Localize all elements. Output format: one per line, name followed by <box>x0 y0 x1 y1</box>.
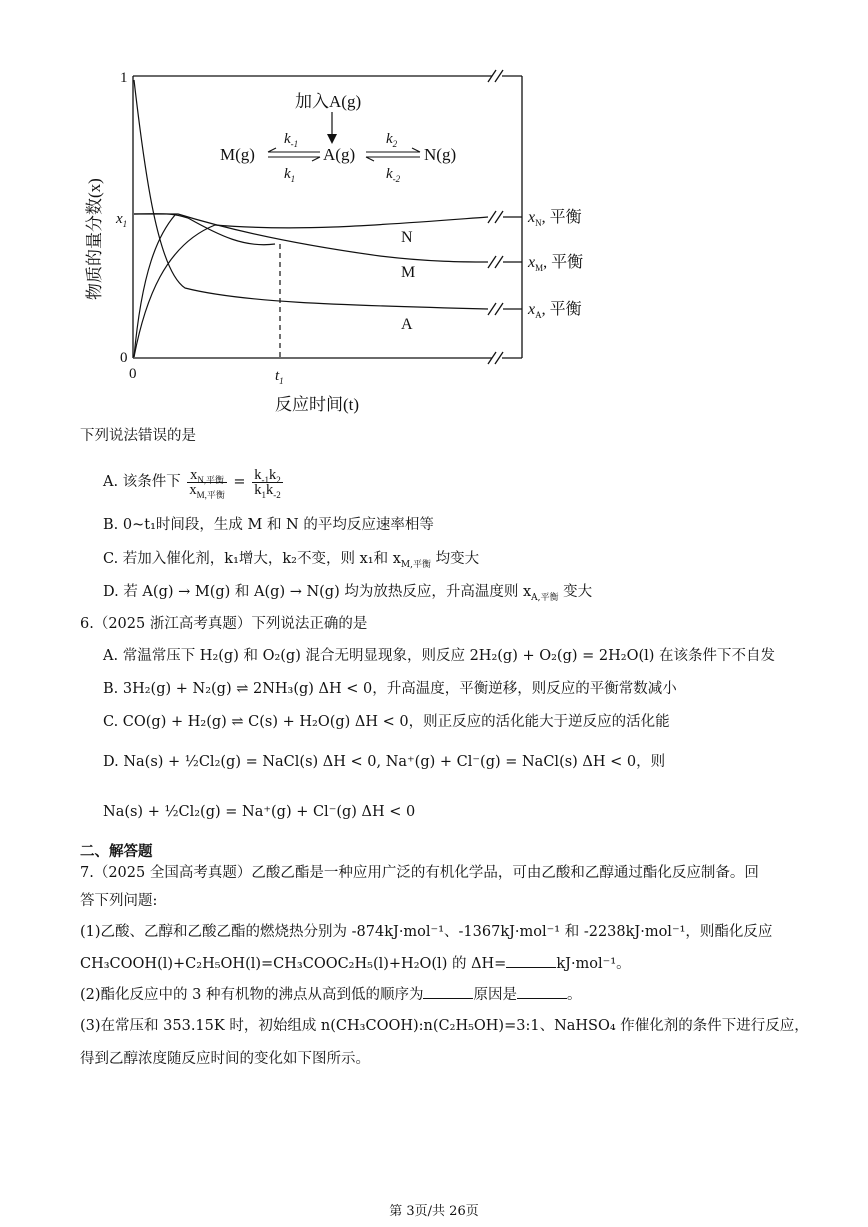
equilibrium-arrows-MA <box>268 148 320 161</box>
curve-M-rise <box>134 215 175 357</box>
k2: $k_2$ <box>386 131 398 149</box>
q7-part2: (2)酯化反应中的 3 种有机物的沸点从高到低的顺序为 原因是 。 <box>80 984 581 1005</box>
scheme-M: M(g) <box>220 145 255 164</box>
x-tick-t1: $t_1$ <box>275 368 284 386</box>
q7-part1-b: CH₃COOH(l)+C₂H₅OH(l)=CH₃COOC₂H₅(l)+H₂O(l) 的 ΔH= kJ·mol⁻¹。 <box>80 953 631 974</box>
q5-option-A: A. 该条件下 $\frac{x_{N,平衡}}{x_{M,平衡}}$ = $\frac{k_{-1}k_2}{k_1k_{-2}}$ <box>103 466 281 500</box>
q7-stem-1: 7.（2025 全国高考真题）乙酸乙酯是一种应用广泛的有机化学品，可由乙酸和乙醇通过酯化反应制备。回 <box>80 865 759 881</box>
x-tick-zero: 0 <box>129 366 137 382</box>
page-footer: 第 3页/共 26页 <box>389 1204 479 1219</box>
y-tick-x1: $x_1$ <box>116 211 128 229</box>
plot-frame <box>133 70 522 364</box>
answer-blank-1[interactable] <box>506 953 556 968</box>
q6-stem: 6.（2025 浙江高考真题）下列说法正确的是 <box>80 616 368 632</box>
q5-option-A-frac-right: $\frac{k_{-1}k_2}{k_1k_{-2}}$ <box>254 466 281 500</box>
curve-A <box>134 80 488 309</box>
add-arrow-head <box>327 134 337 144</box>
q5-option-D: D. 若 A(g) → M(g) 和 A(g) → N(g) 均为放热反应，升高温度则 $x_{A,平衡}$ 变大 <box>103 584 593 603</box>
q7-part1-a: (1)乙酸、乙醇和乙酸乙酯的燃烧热分别为 -874kJ·mol⁻¹、-1367kJ·mol⁻¹ 和 -2238kJ·mol⁻¹，则酯化反应 <box>80 924 773 940</box>
right-label-N: $x_N$, 平衡 <box>528 209 582 228</box>
k1: $k_1$ <box>284 166 296 184</box>
q5-option-B: B. 0~t₁时间段，生成 M 和 N 的平均反应速率相等 <box>103 517 434 533</box>
right-label-A: $x_A$, 平衡 <box>528 301 582 320</box>
scheme-N: N(g) <box>424 145 457 164</box>
q5-option-A-prefix: A. 该条件下 <box>103 474 181 490</box>
q6-option-A: A. 常温常压下 H₂(g) 和 O₂(g) 混合无明显现象，则反应 2H₂(g) + O₂(g) = 2H₂O(l) 在该条件下不自发 <box>103 648 776 664</box>
q7-stem-2: 答下列问题: <box>80 893 158 909</box>
q5-option-C: C. 若加入催化剂，k₁增大，k₂不变，则 x₁和 $x_{M,平衡}$ 均变大 <box>103 551 480 570</box>
section-title: 二、解答题 <box>80 843 153 860</box>
right-label-M: $x_M$, 平衡 <box>528 254 584 273</box>
y-tick-zero: 0 <box>120 350 128 366</box>
x-axis-label: 反应时间(t) <box>275 395 360 414</box>
equilibrium-arrows-AN <box>366 148 420 161</box>
add-A-label: 加入A(g) <box>295 92 362 111</box>
q6-option-B: B. 3H₂(g) + N₂(g) ⇌ 2NH₃(g) ΔH < 0，升高温度，平衡逆移，则反应的平衡常数减小 <box>103 681 677 697</box>
mole-fraction-figure <box>0 0 868 425</box>
q6-option-D-line2: Na(s) + ½Cl₂(g) = Na⁺(g) + Cl⁻(g) ΔH < 0 <box>103 804 416 820</box>
y-tick-top: 1 <box>120 70 128 86</box>
curve-label-A: A <box>401 316 413 333</box>
curve-label-N: N <box>401 229 413 246</box>
q6-option-D-line1: D. Na(s) + ½Cl₂(g) = NaCl(s) ΔH < 0, Na⁺(g) + Cl⁻(g) = NaCl(s) ΔH < 0，则 <box>103 754 666 770</box>
q7-part3-a: (3)在常压和 353.15K 时，初始组成 n(CH₃COOH):n(C₂H₅OH)=3:1、NaHSO₄ 作催化剂的条件下进行反应， <box>80 1018 809 1034</box>
curve-label-M: M <box>401 264 416 281</box>
curve-N <box>134 217 488 357</box>
q6-option-C: C. CO(g) + H₂(g) ⇌ C(s) + H₂O(g) ΔH < 0，则正反应的活化能大于逆反应的活化能 <box>103 714 670 730</box>
scheme-A: A(g) <box>323 145 356 164</box>
q5-option-A-frac-left: $\frac{x_{N,平衡}}{x_{M,平衡}}$ <box>189 466 225 500</box>
k-minus2: $k_{-2}$ <box>386 166 401 184</box>
answer-blank-2[interactable] <box>423 984 473 999</box>
q7-part3-b: 得到乙醇浓度随反应时间的变化如下图所示。 <box>80 1051 370 1067</box>
q5-stem: 下列说法错误的是 <box>80 428 196 444</box>
answer-blank-3[interactable] <box>517 984 567 999</box>
k-minus1: $k_{-1}$ <box>284 131 299 149</box>
y-axis-label: 物质的量分数(x) <box>85 178 104 300</box>
